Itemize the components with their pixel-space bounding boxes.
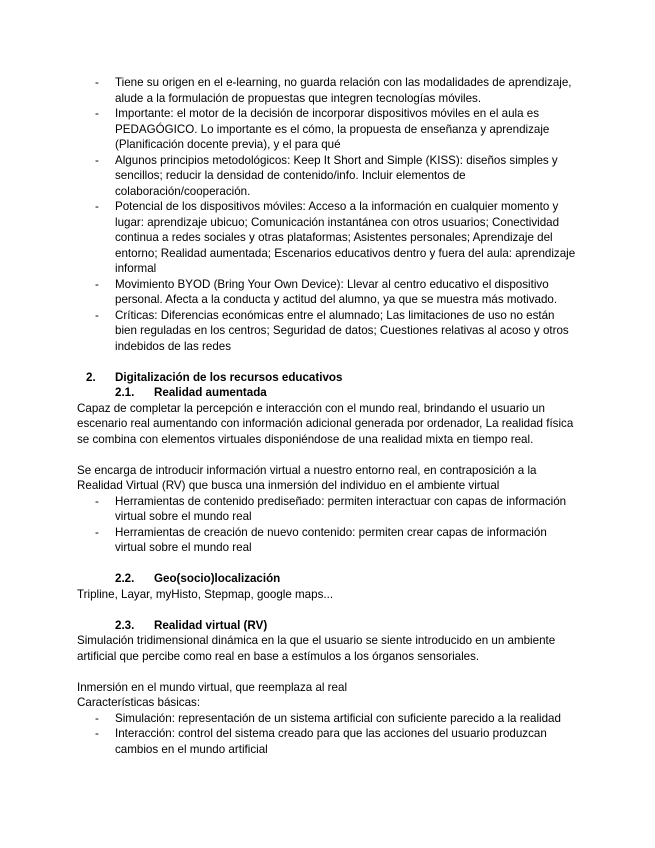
subsection-heading-2-1 bbox=[77, 385, 577, 401]
subsection-number: 2.3. bbox=[115, 618, 135, 632]
subsection-heading-2-3 bbox=[77, 618, 577, 634]
list-item: - Algunos principios metodológicos: Keep It Short and Simple (KISS): diseños simples y sencillos; reducir la densidad de contenido/info. Incluir elementos de colaboración/cooperación. bbox=[77, 153, 577, 200]
list-item: - Simulación: representación de un sistema artificial con suficiente parecido a la realidad bbox=[77, 711, 577, 727]
list-item: - Movimiento BYOD (Bring Your Own Device): Llevar al centro educativo el dispositivo personal. Afecta a la conducta y actitud del alumno, ya que se muestra más motivado. bbox=[77, 277, 577, 308]
list-item: - Tiene su origen en el e-learning, no guarda relación con las modalidades de aprendizaje, alude a la formulación de propuestas que integren tecnologías móviles. bbox=[77, 75, 577, 106]
list-item: - Potencial de los dispositivos móviles: Acceso a la información en cualquier momento y lugar: aprendizaje ubicuo; Comunicación instantánea con otros usuarios; Conectividad continua a redes sociales y otras plataformas; Asistentes personales; Aprendizaje del entorno; Realidad aumentada; Escenarios educativos dentro y fuera del aula: aprendizaje informal bbox=[77, 199, 577, 277]
list-item: - Interacción: control del sistema creado para que las acciones del usuario produzcan cambios en el mundo artificial bbox=[77, 726, 577, 757]
list-item: - Importante: el motor de la decisión de incorporar dispositivos móviles en el aula es PEDAGÓGICO. Lo importante es el cómo, la propuesta de enseñanza y aprendizaje (Planificación docente previa), y el para qué bbox=[77, 106, 577, 153]
list-item: - Herramientas de creación de nuevo contenido: permiten crear capas de información virtual sobre el mundo real bbox=[77, 525, 577, 556]
vr-characteristics-list bbox=[77, 711, 577, 758]
subsection-heading-2-2 bbox=[77, 571, 577, 587]
paragraph: Capaz de completar la percepción e interacción con el mundo real, brindando el usuario un escenario real aumentando con información adicional generada por ordenador, La realidad física se combina con elementos virtuales disponiéndose de una realidad mixta en tiempo real. bbox=[77, 401, 574, 446]
section-number: 2. bbox=[86, 370, 96, 384]
mobile-learning-list bbox=[77, 75, 577, 354]
list-item: - Críticas: Diferencias económicas entre el alumnado; Las limitaciones de uso no están bien reguladas en los centros; Seguridad de datos; Cuestiones relativas al acoso y otros indebidos de las redes bbox=[77, 308, 577, 355]
subsection-title: Realidad virtual (RV) bbox=[154, 618, 268, 632]
section-heading-2 bbox=[77, 370, 577, 386]
subsection-number: 2.2. bbox=[115, 572, 135, 585]
paragraph: Inmersión en el mundo virtual, que reemplaza al real bbox=[77, 680, 348, 694]
paragraph: Tripline, Layar, myHisto, Stepmap, google maps... bbox=[77, 587, 334, 601]
paragraph: Se encarga de introducir información virtual a nuestro entorno real, en contraposición a la Realidad Virtual (RV) que busca una inmersión del individuo en el ambiente virtual bbox=[77, 463, 537, 492]
paragraph: Simulación tridimensional dinámica en la que el usuario se siente introducido en un ambiente artificial que percibe como real en base a estímulos a los órganos sensoriales. bbox=[77, 634, 556, 663]
section-title: Digitalización de los recursos educativos bbox=[115, 370, 343, 384]
subsection-title: Geo(socio)localización bbox=[154, 572, 281, 585]
document-page bbox=[77, 75, 577, 757]
subsection-number: 2.1. bbox=[115, 386, 135, 399]
list-item: - Herramientas de contenido prediseñado: permiten interactuar con capas de información virtual sobre el mundo real bbox=[77, 494, 577, 525]
ar-tools-list bbox=[77, 494, 577, 556]
paragraph: Características básicas: bbox=[77, 696, 201, 709]
subsection-title: Realidad aumentada bbox=[154, 386, 267, 399]
